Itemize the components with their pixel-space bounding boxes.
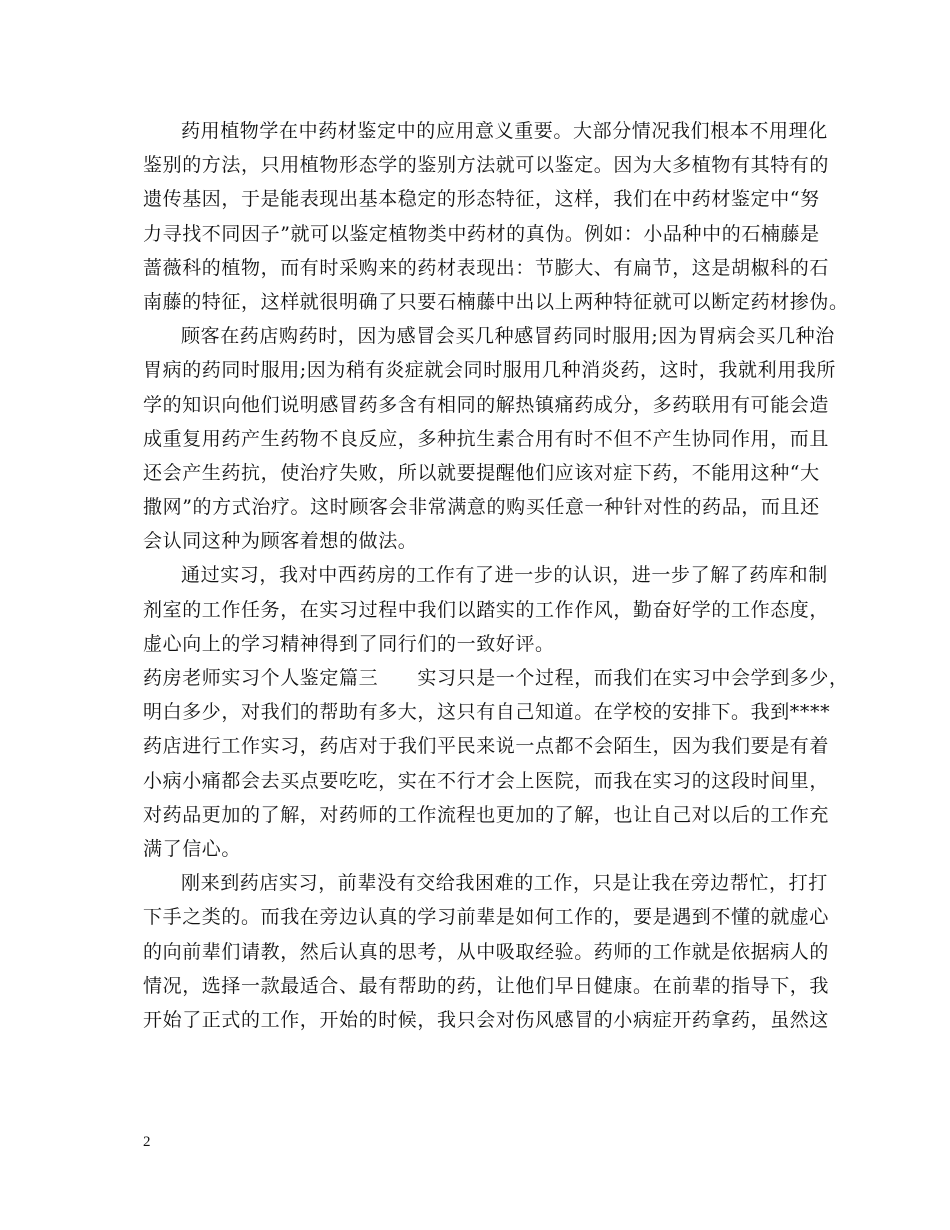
text-line: 满了信心。 — [143, 837, 242, 860]
text-line: 学的知识向他们说明感冒药多含有相同的解热镇痛药成分，多药联用有可能会造 — [143, 393, 830, 416]
text-line: 遗传基因，于是能表现出基本稳定的形态特征，这样，我们在中药材鉴定中“努 — [143, 188, 820, 211]
text-line: 虚心向上的学习精神得到了同行们的一致好评。 — [143, 632, 555, 655]
text-line: 蔷薇科的植物，而有时采购来的药材表现出：节膨大、有扁节，这是胡椒科的石 — [143, 256, 830, 279]
text-line: 会认同这种为顾客着想的做法。 — [143, 530, 418, 553]
text-line: 鉴别的方法，只用植物形态学的鉴别方法就可以鉴定。因为大多植物有其特有的 — [143, 154, 830, 177]
text-line: 成重复用药产生药物不良反应，多种抗生素合用有时不但不产生协同作用，而且 — [143, 427, 830, 450]
text-line: 开始了正式的工作，开始的时候，我只会对伤风感冒的小病症开药拿药，虽然这 — [143, 1008, 830, 1031]
text-line: 药用植物学在中药材鉴定中的应用意义重要。大部分情况我们根本不用理化 — [181, 120, 828, 142]
text-line: 顾客在药店购药时，因为感冒会买几种感冒药同时服用;因为胃病会买几种治 — [181, 325, 835, 348]
text-line: 对药品更加的了解，对药师的工作流程也更加的了解，也让自己对以后的工作充 — [143, 803, 830, 826]
text-line: 南藤的特征，这样就很明确了只要石楠藤中出以上两种特征就可以断定药材掺伪。 — [143, 290, 849, 313]
text-line: 情况，选择一款最适合、最有帮助的药，让他们早日健康。在前辈的指导下，我 — [143, 974, 830, 997]
text-line: 下手之类的。而我在旁边认真的学习前辈是如何工作的，要是遇到不懂的就虚心 — [143, 906, 830, 929]
text-line: 通过实习，我对中西药房的工作有了进一步的认识，进一步了解了药库和制 — [181, 564, 828, 587]
text-line: 撒网”的方式治疗。这时顾客会非常满意的购买任意一种针对性的药品，而且还 — [143, 496, 820, 519]
section-heading-line: 药房老师实习个人鉴定篇三 实习只是一个过程，而我们在实习中会学到多少， — [143, 667, 849, 689]
text-line: 剂室的工作任务，在实习过程中我们以踏实的工作作风，勤奋好学的工作态度， — [143, 598, 830, 621]
text-line: 明白多少，对我们的帮助有多大，这只有自己知道。在学校的安排下。我到**** — [143, 701, 831, 724]
text-line: 的向前辈们请教，然后认真的思考，从中吸取经验。药师的工作就是依据病人的 — [143, 940, 830, 963]
text-line: 还会产生药抗，使治疗失败，所以就要提醒他们应该对症下药，不能用这种“大 — [143, 461, 820, 484]
text-line: 刚来到药店实习，前辈没有交给我困难的工作，只是让我在旁边帮忙，打打 — [181, 872, 828, 895]
text-line: 小病小痛都会去买点要吃吃，实在不行才会上医院，而我在实习的这段时间里， — [143, 769, 830, 792]
text-line: 药店进行工作实习，药店对于我们平民来说一点都不会陌生，因为我们要是有着 — [143, 735, 830, 758]
page-number: 2 — [143, 1134, 151, 1150]
text-line: 胃病的药同时服用;因为稍有炎症就会同时服用几种消炎药，这时，我就利用我所 — [143, 359, 837, 382]
body-text — [143, 114, 849, 1037]
text-line: 力寻找不同因子”就可以鉴定植物类中药材的真伪。例如：小品种中的石楠藤是 — [143, 222, 820, 245]
